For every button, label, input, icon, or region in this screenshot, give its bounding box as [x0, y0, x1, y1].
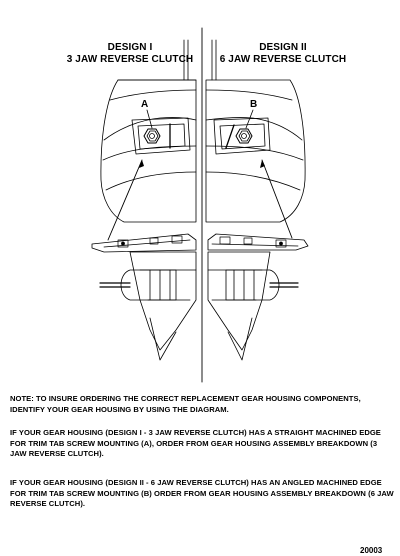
callout-a: A [141, 99, 149, 110]
note-design-1: IF YOUR GEAR HOUSING (DESIGN I - 3 JAW REVERSE CLUTCH) HAS A STRAIGHT MACHINED EDGE FOR TRIM TAB SCREW MOUNTING (A), ORDER FROM GEAR HOUSING ASSEMBLY BREAKDOWN (3 JAW REVERSE CLUTCH). [10, 428, 381, 458]
design-2-gearcase [208, 234, 308, 360]
design-1-leader [108, 160, 142, 240]
design-1-detail-view [101, 40, 196, 222]
design-2-name: DESIGN II [259, 42, 307, 53]
callout-b: B [250, 99, 258, 110]
design-2-detail-view [206, 40, 305, 222]
figure-number: 20003 [360, 546, 383, 555]
note-identify: NOTE: TO INSURE ORDERING THE CORRECT REPLACEMENT GEAR HOUSING COMPONENTS, IDENTIFY YOUR GEAR HOUSING BY USING THE DIAGRAM. [10, 394, 361, 414]
design-1-name: DESIGN I [107, 42, 153, 53]
design-1-gearcase [92, 234, 196, 360]
design-1-subtitle: 3 JAW REVERSE CLUTCH [66, 54, 194, 65]
design-2-subtitle: 6 JAW REVERSE CLUTCH [219, 54, 347, 65]
design-2-leader [262, 160, 292, 238]
note-design-2: IF YOUR GEAR HOUSING (DESIGN II - 6 JAW REVERSE CLUTCH) HAS AN ANGLED MACHINED EDGE FOR TRIM TAB SCREW MOUNTING (B) ORDER FROM GEAR HOUSING ASSEMBLY BREAKDOWN (6 JAW REVERSE CLUTCH). [10, 478, 394, 508]
